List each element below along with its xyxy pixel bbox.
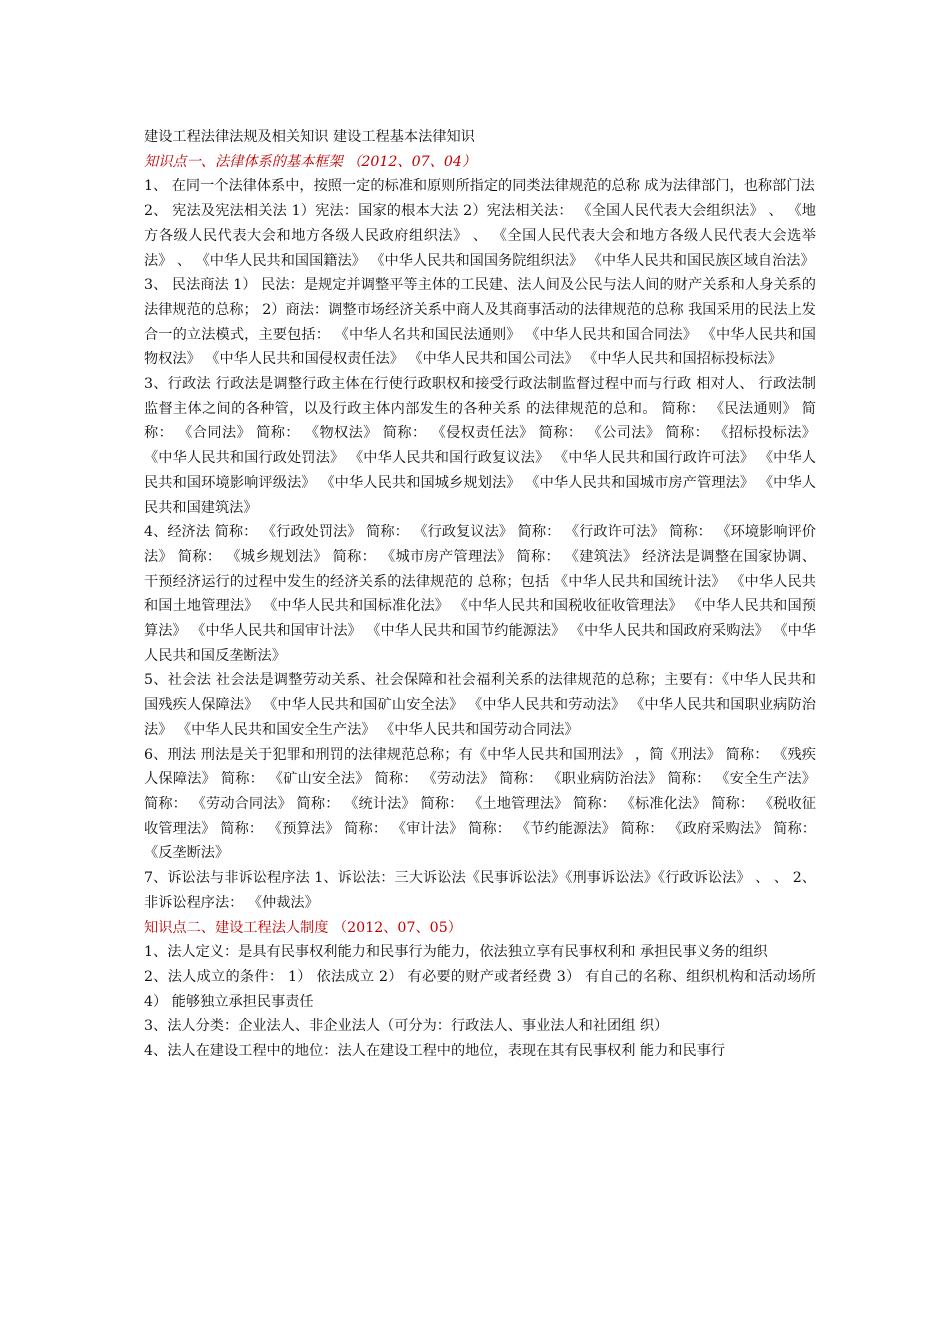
paragraph: 1、法人定义：是具有民事权利能力和民事行为能力，依法独立享有民事权利和 承担民事义务的组织 bbox=[144, 944, 768, 961]
document-title: 建设工程法律法规及相关知识 建设工程基本法律知识 bbox=[144, 129, 475, 145]
document-body bbox=[144, 125, 816, 1064]
paragraph: 3、法人分类：企业法人、非企业法人（可分为：行政法人、事业法人和社团组 织） bbox=[144, 1018, 669, 1035]
paragraph: 4、经济法 简称： 《行政处罚法》 简称： 《行政复议法》 简称： 《行政许可法》 简称： 《环境影响评价法》 简称： 《城乡规划法》 简称： 《城市房产管理法》 简称： 《建筑法》 经济法是调整在国家协调、 干预经济运行的过程中发生的经济关系的法律规范的 总称；包括 《中华人民共和国统计法》 《中华人民共和国土地管理法》 《中华人民共和国标准化法》 《中华人民共和国税收征收管理法》 《中华人民共和国预算法》 《中华人民共和国审计法》 《中华人民共和国节约能源法》 《中华人民共和国政府采购法》 《中华人民共和国反垄断法》 bbox=[144, 524, 816, 664]
section-heading-1: 知识点一、法律体系的基本框架 （2012、07、04） bbox=[144, 153, 477, 170]
paragraph: 7、诉讼法与非诉讼程序法 1、诉讼法：三大诉讼法《民事诉讼法》《刑事诉讼法》《行政诉讼法》 、 、 2、非诉讼程序法： 《仲裁法》 bbox=[144, 870, 816, 911]
paragraph: 4、法人在建设工程中的地位：法人在建设工程中的地位，表现在其有民事权利 能力和民事行 bbox=[144, 1043, 726, 1060]
paragraph: 1、 在同一个法律体系中，按照一定的标准和原则所指定的同类法律规范的总称 成为法律部门，也称部门法 bbox=[144, 178, 815, 195]
section-heading-2: 知识点二、建设工程法人制度 （2012、07、05） bbox=[144, 919, 462, 936]
paragraph: 2、法人成立的条件： 1） 依法成立 2） 有必要的财产或者经费 3） 有自己的名称、组织机构和活动场所 4） 能够独立承担民事责任 bbox=[144, 968, 816, 1010]
paragraph: 2、 宪法及宪法相关法 1）宪法：国家的根本大法 2）宪法相关法： 《全国人民代表大会组织法》 、 《地方各级人民代表大会和地方各级人民政府组织法》 、 《全国人民代表大会和地方各级人民代表大会选举法》 、 《中华人民共和国国籍法》 《中华人民共和国国务院组织法》 《中华人民共和国民族区域自治法》 bbox=[144, 203, 816, 269]
paragraph: 3、行政法 行政法是调整行政主体在行使行政职权和接受行政法制监督过程中而与行政 相对人、 行政法制监督主体之间的各种管，以及行政主体内部发生的各种关系 的法律规范的总和。 简称： 《民法通则》 简称： 《合同法》 简称： 《物权法》 简称： 《侵权责任法》 简称： 《公司法》 简称： 《招标投标法》 《中华人民共和国行政处罚法》 《中华人民共和国行政复议法》 《中华人民共和国行政许可法》 《中华人民共和国环境影响评级法》 《中华人民共和国城乡规划法》 《中华人民共和国城市房产管理法》 《中华人民共和国建筑法》 bbox=[144, 376, 816, 516]
paragraph: 6、刑法 刑法是关于犯罪和刑罚的法律规范总称；有《中华人民共和国刑法》 ，简《刑法》 简称： 《残疾人保障法》 简称： 《矿山安全法》 简称： 《劳动法》 简称： 《职业病防治法》 简称： 《安全生产法》 简称： 《劳动合同法》 简称： 《统计法》 简称： 《土地管理法》 简称： 《标准化法》 简称： 《税收征收管理法》 简称： 《预算法》 简称： 《审计法》 简称： 《节约能源法》 简称： 《政府采购法》 简称： 《反垄断法》 bbox=[144, 746, 816, 862]
paragraph: 3、 民法商法 1） 民法：是规定并调整平等主体的工民建、法人间及公民与法人间的财产关系和人身关系的法律规范的总称； 2）商法：调整市场经济关系中商人及其商事活动的法律规范的总称 我国采用的民法上发合一的立法模式，主要包括： 《中华人名共和国民法通则》 《中华人民共和国合同法》 《中华人民共和国物权法》 《中华人民共和国侵权责任法》 《中华人民共和国公司法》 《中华人民共和国招标投标法》 bbox=[144, 277, 816, 368]
paragraph: 5、社会法 社会法是调整劳动关系、社会保障和社会福利关系的法律规范的总称；主要有：《中华人民共和国残疾人保障法》 《中华人民共和国矿山安全法》 《中华人民共和劳动法》 《中华人民共和国职业病防治法》 《中华人民共和国安全生产法》 《中华人民共和国劳动合同法》 bbox=[144, 672, 816, 738]
